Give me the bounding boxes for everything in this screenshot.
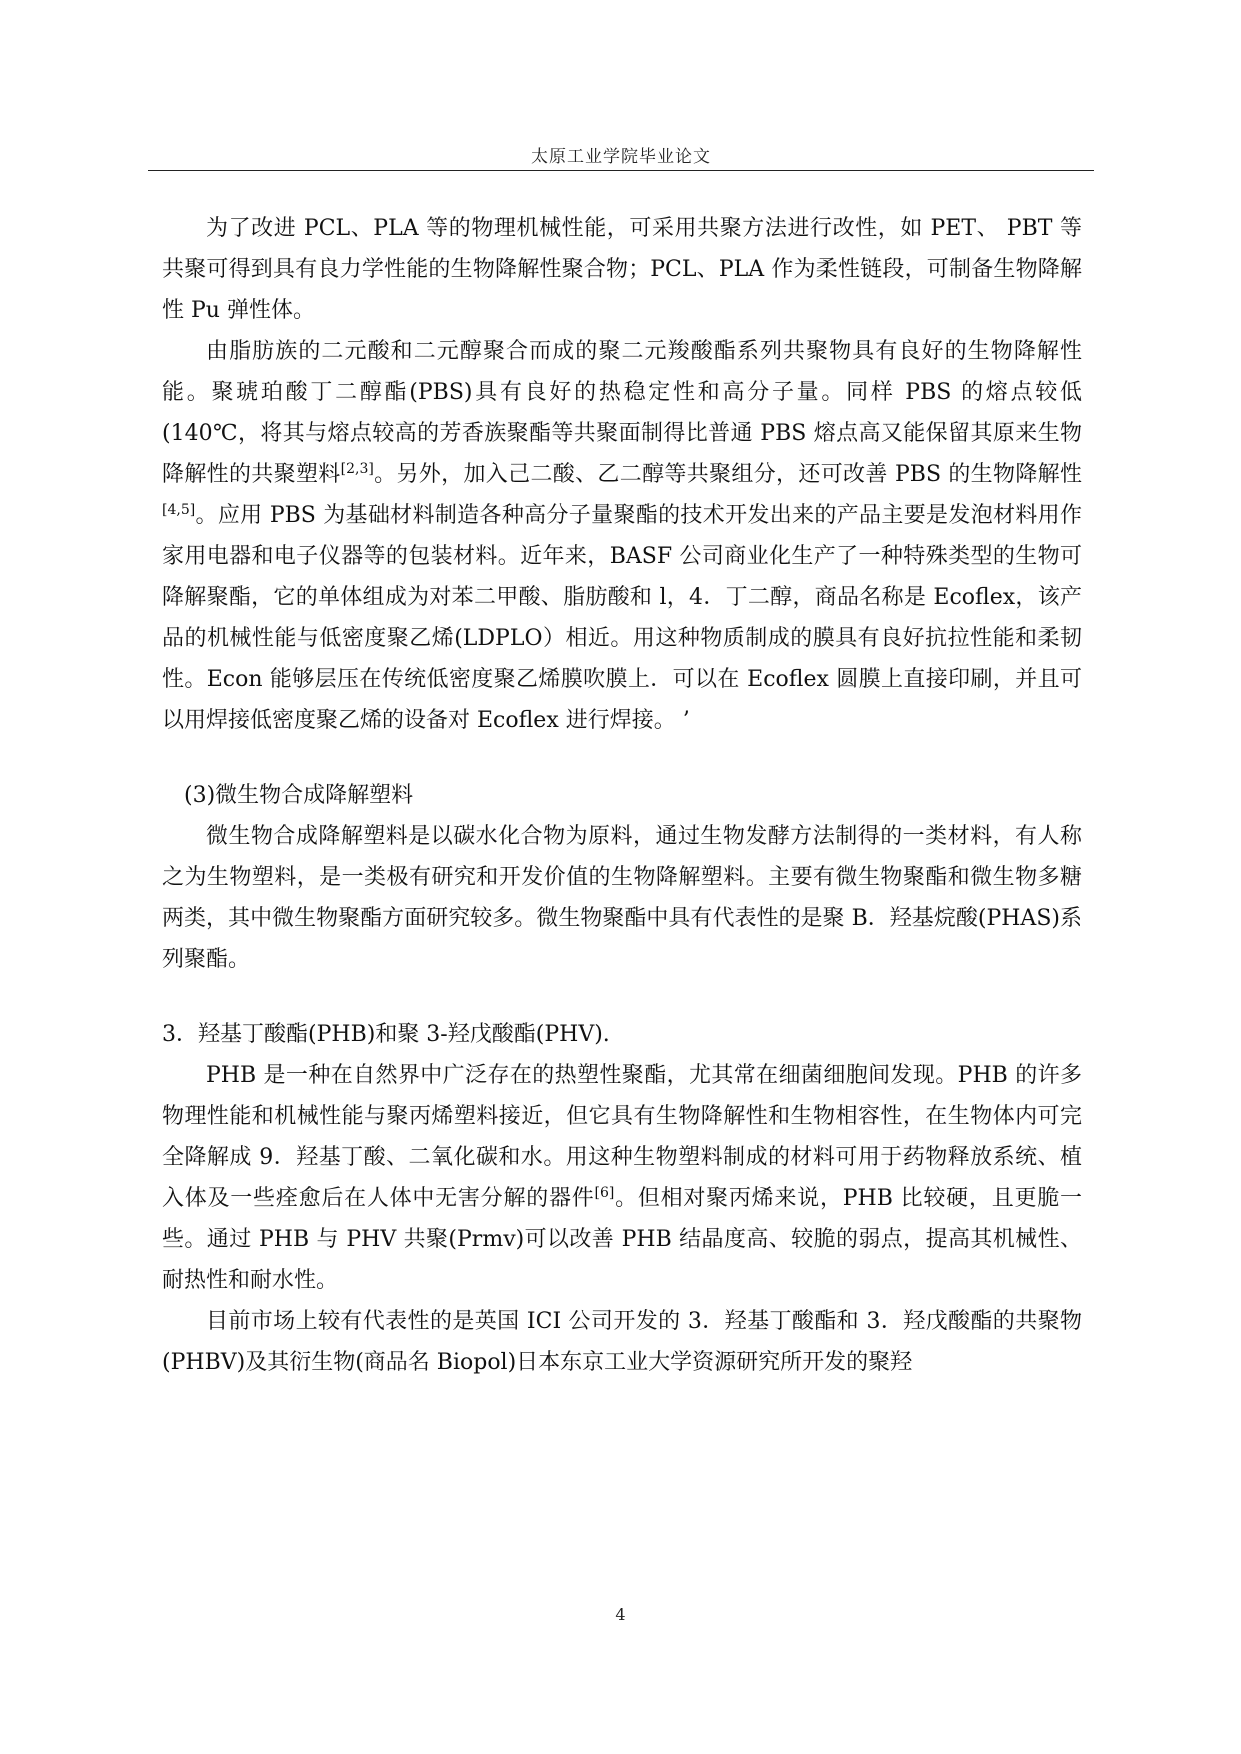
header-divider: [148, 170, 1094, 171]
paragraph-2: [162, 331, 1082, 741]
citation-2-3: [2,3]: [340, 461, 374, 477]
paragraph-1: 为了改进 PCL、PLA 等的物理机械性能，可采用共聚方法进行改性，如 PET、 PBT 等共聚可得到具有良力学性能的生物降解性聚合物；PCL、PLA 作为柔性链段，可制备生物降解性 Pu 弹性体。: [162, 216, 1082, 323]
paragraph-4-text-b: 。但相对聚丙烯来说，PHB 比较硬，且更脆一些。通过 PHB 与 PHV 共聚(Prmv)可以改善 PHB 结晶度高、较脆的弱点，提高其机械性、耐热性和耐水性。: [162, 1186, 1082, 1293]
citation-4-5: [4,5]: [162, 502, 196, 518]
citation-6: [6]: [594, 1185, 615, 1201]
paragraph-3: 微生物合成降解塑料是以碳水化合物为原料，通过生物发酵方法制得的一类材料，有人称之为生物塑料，是一类极有研究和开发价值的生物降解塑料。主要有微生物聚酯和微生物多糖两类，其中微生物聚酯方面研究较多。微生物聚酯中具有代表性的是聚 B．羟基烷酸(PHAS)系列聚酯。: [162, 824, 1082, 972]
section-gap: [162, 741, 1082, 775]
paragraph-2-text-b: 。另外，加入己二酸、乙二醇等共聚组分，还可改善 PBS 的生物降解性: [373, 462, 1082, 487]
paragraph-4: [162, 1055, 1082, 1301]
page-number: 4: [615, 1605, 626, 1624]
section-heading-phb-phv: 3．羟基丁酸酯(PHB)和聚 3-羟戊酸酯(PHV).: [162, 1022, 610, 1047]
section-gap: [162, 980, 1082, 1014]
document-body: [162, 208, 1082, 1383]
paragraph-2-text-a: 由脂肪族的二元酸和二元醇聚合而成的聚二元羧酸酯系列共聚物具有良好的生物降解性能。聚琥珀酸丁二醇酯(PBS)具有良好的热稳定性和高分子量。同样 PBS 的熔点较低(140℃，将其与熔点较高的芳香族聚酯等共聚面制得比普通 PBS 熔点高又能保留其原来生物降解性的共聚塑料: [162, 339, 1082, 487]
section-heading-microbial: (3)微生物合成降解塑料: [184, 783, 414, 808]
paragraph-4-text-a: PHB 是一种在自然界中广泛存在的热塑性聚酯，尤其常在细菌细胞间发现。PHB 的许多物理性能和机械性能与聚丙烯塑料接近，但它具有生物降解性和生物相容性，在生物体内可完全降解成 9．羟基丁酸、二氧化碳和水。用这种生物塑料制成的材料可用于药物释放系统、植入体及一些痊愈后在人体中无害分解的器件: [162, 1063, 1082, 1211]
page-header-title: 太原工业学院毕业论文: [531, 147, 711, 167]
paragraph-2-text-c: 。应用 PBS 为基础材料制造各种高分子量聚酯的技术开发出来的产品主要是发泡材料用作家用电器和电子仪器等的包装材料。近年来，BASF 公司商业化生产了一种特殊类型的生物可降解聚酯，它的单体组成为对苯二甲酸、脂肪酸和 l，4．丁二醇，商品名称是 Ecoflex，该产品的机械性能与低密度聚乙烯(LDPLO）相近。用这种物质制成的膜具有良好抗拉性能和柔韧性。Econ 能够层压在传统低密度聚乙烯膜吹膜上．可以在 Ecoflex 圆膜上直接印刷，并且可以用焊接低密度聚乙烯的设备对 Ecoflex 进行焊接。 ’: [162, 503, 1082, 733]
paragraph-5: 目前市场上较有代表性的是英国 ICI 公司开发的 3．羟基丁酸酯和 3．羟戊酸酯的共聚物(PHBV)及其衍生物(商品名 Biopol)日本东京工业大学资源研究所开发的聚羟: [162, 1309, 1082, 1375]
